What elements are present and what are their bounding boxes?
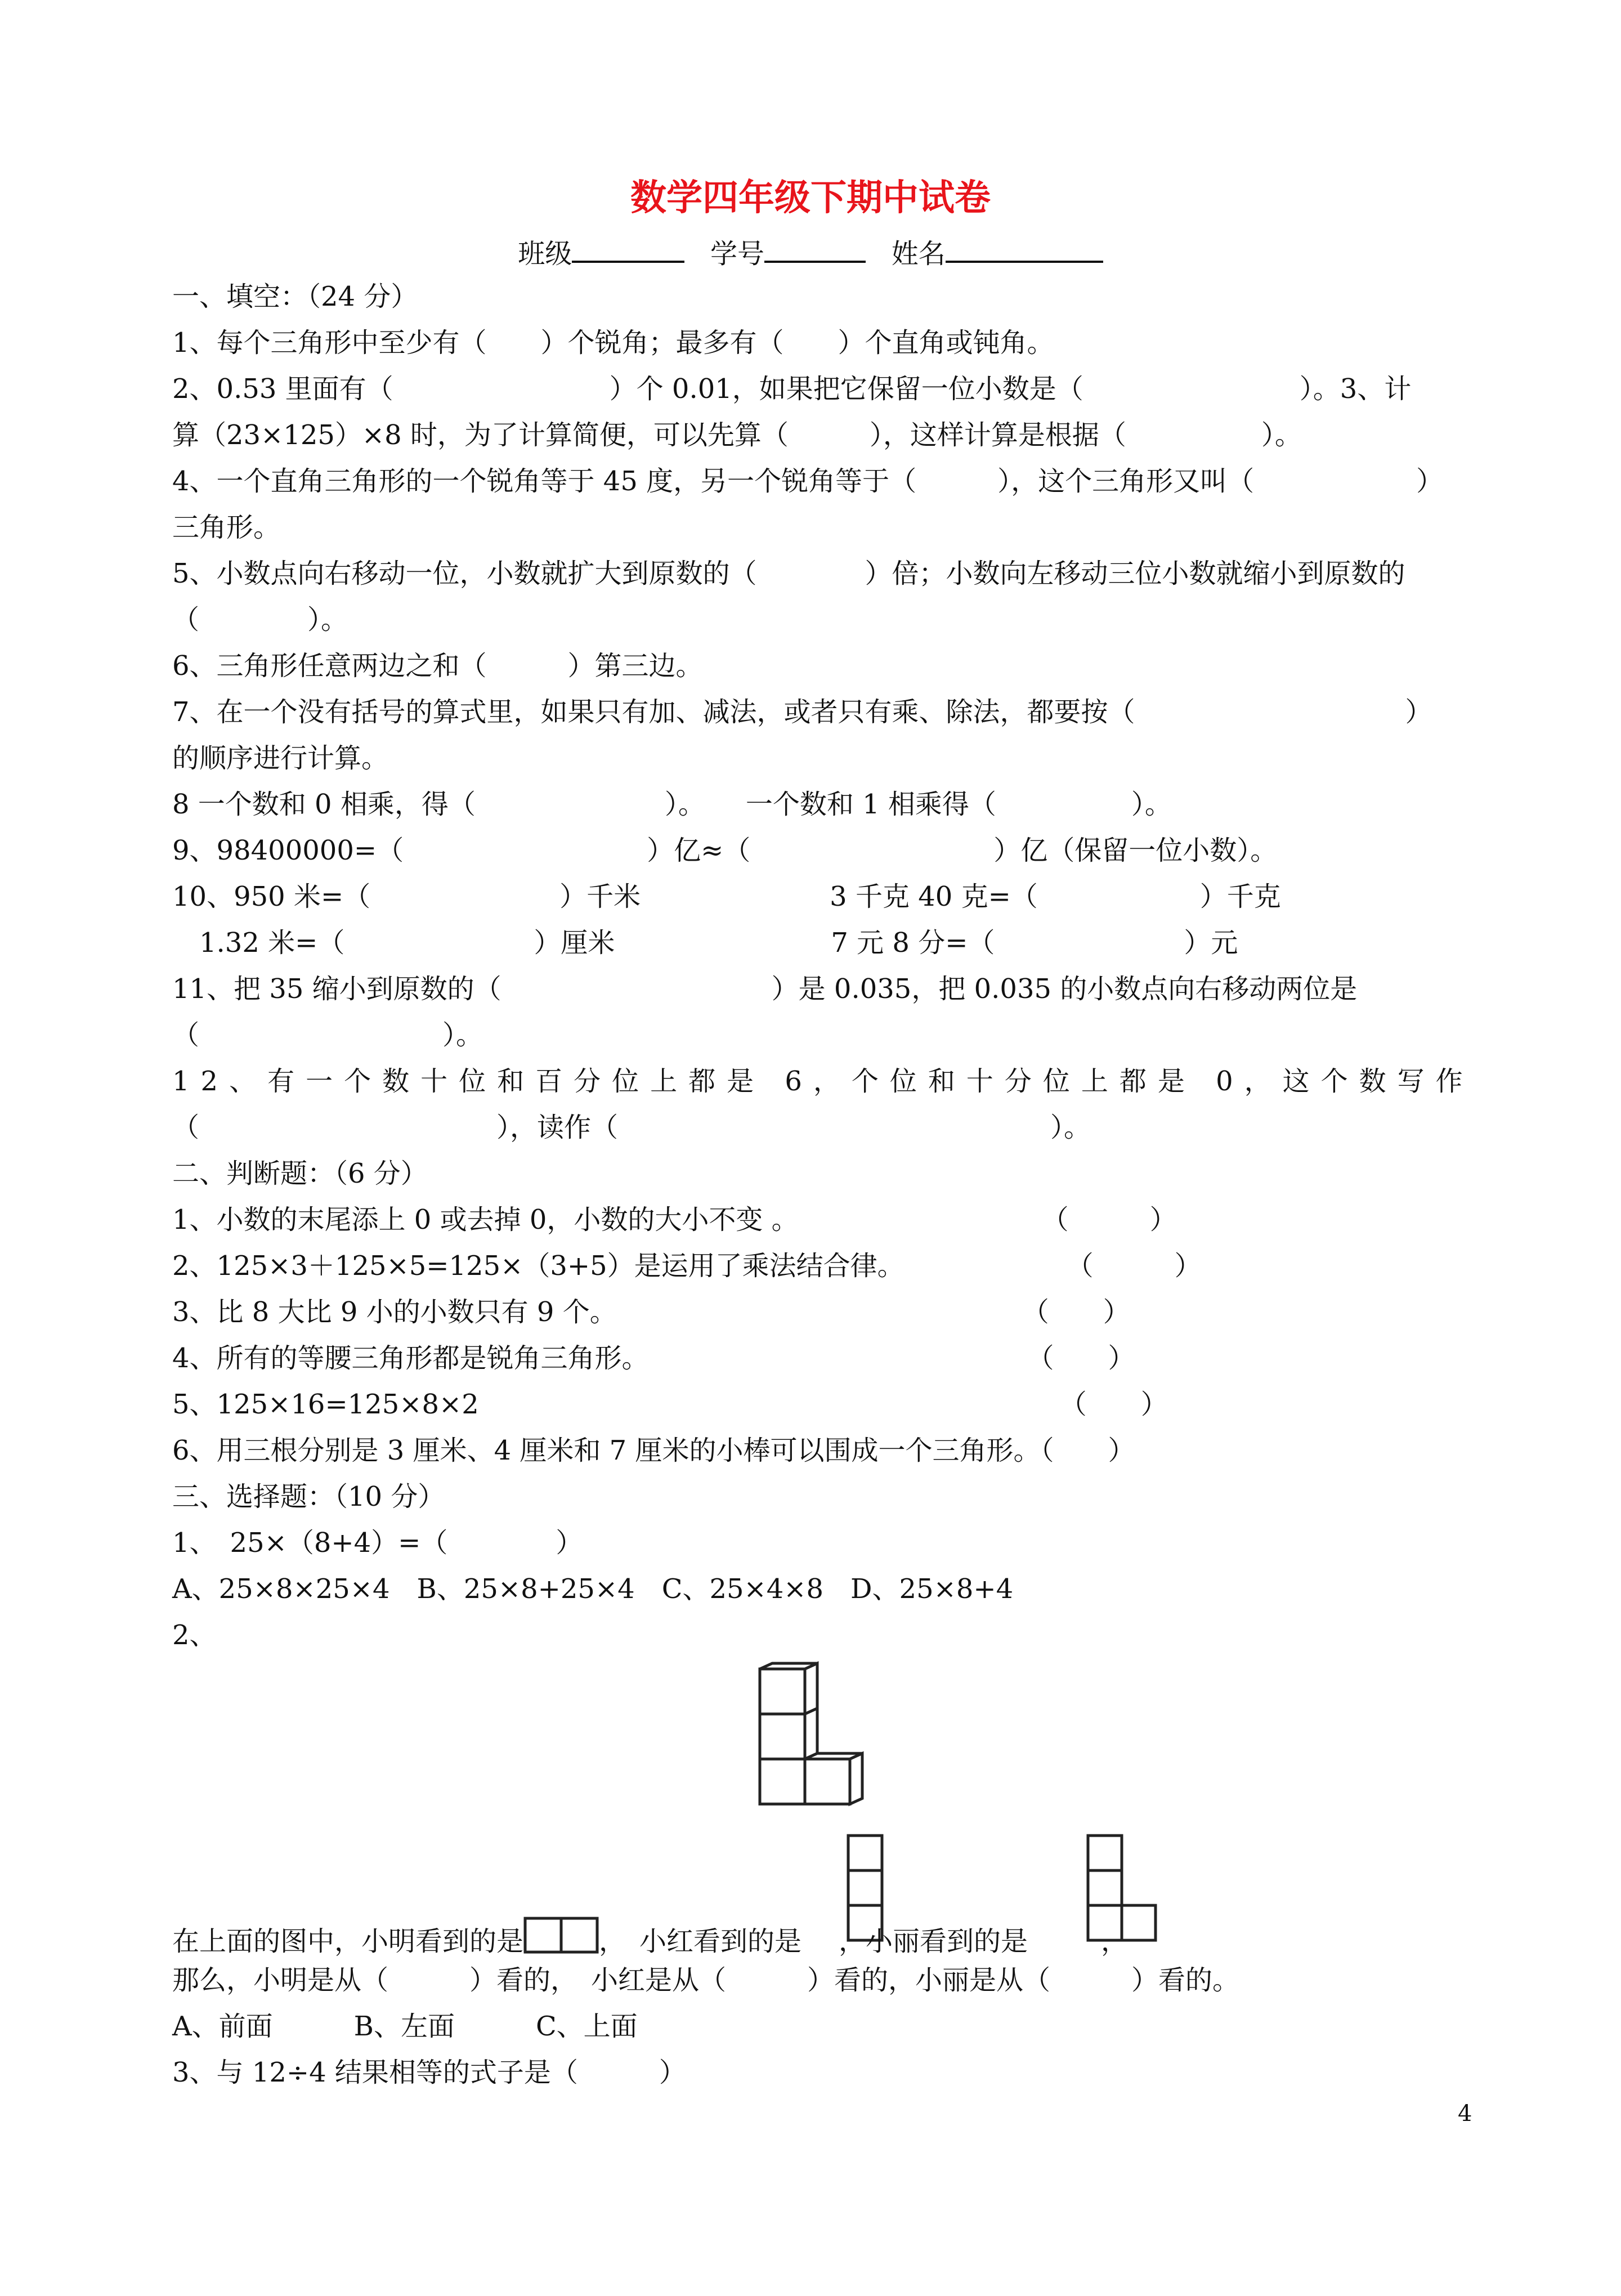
s2-line-4: 4、所有的等腰三角形都是锐角三角形。 （ ）: [172, 1342, 1135, 1374]
s3-q1-options: A、25×8×25×4 B、25×8+25×4 C、25×4×8 D、25×8+4: [172, 1573, 1014, 1605]
page-title: 数学四年级下期中试卷: [630, 177, 991, 219]
s1-line-2: 2、0.53 里面有（ ）个 0.01，如果把它保留一位小数是（ ）。3、计: [172, 373, 1412, 405]
section2-heading: 二、判断题：（6 分）: [172, 1158, 428, 1189]
q2-text-c: ，小丽看到的是: [839, 1926, 1028, 1957]
s1-line-5: 三角形。: [172, 512, 281, 543]
s3-q2-line2: 那么，小明是从（ ）看的， 小红是从（ ）看的，小丽是从（ ）看的。: [172, 1964, 1240, 1996]
s1-line-7: （ ）。: [172, 604, 348, 635]
s1-line-3: 算（23×125）×8 时，为了计算简便，可以先算（ ），这样计算是根据（ ）。: [172, 419, 1302, 451]
s3-q2-options: A、前面 B、左面 C、上面: [172, 2011, 638, 2042]
xiaoming-view-diagram: [523, 1917, 599, 1954]
page-number: 4: [1458, 2101, 1472, 2127]
number-blank[interactable]: [764, 238, 866, 263]
student-info-row: [0, 232, 1621, 271]
s1-line-12: 9、98400000=（ ）亿≈（ ）亿（保留一位小数）。: [172, 835, 1278, 866]
s2-line-2: 2、125×3＋125×5=125×（3+5）是运用了乘法结合律。 （ ）: [172, 1250, 1202, 1282]
s1-line-9: 7、在一个没有括号的算式里，如果只有加、减法，或者只有乘、除法，都要按（ ）: [172, 696, 1432, 728]
s2-line-1: 1、小数的末尾添上 0 或去掉 0，小数的大小不变 。 （ ）: [172, 1204, 1177, 1236]
s1-line-13: 10、950 米=（ ）千米 3 千克 40 克=（ ）千克: [172, 881, 1281, 912]
section1-heading: 一、填空：（24 分）: [172, 281, 418, 312]
s3-q1: 1、 25×（8+4）=（ ）: [172, 1527, 583, 1559]
s1-line-16: （ ）。: [172, 1019, 483, 1051]
s1-line-11: 8 一个数和 0 相乘，得（ ）。 一个数和 1 相乘得（ ）。: [172, 789, 1172, 820]
s1-line-15: 11、把 35 缩小到原数的（ ）是 0.035，把 0.035 的小数点向右移动两位是: [172, 973, 1358, 1005]
s2-line-5: 5、125×16=125×8×2 （ ）: [172, 1389, 1168, 1420]
s1-line-17: 12、有一个数十位和百分位上都是 6，个位和十分位上都是 0，这个数写作: [172, 1066, 1474, 1097]
s2-line-6: 6、用三根分别是 3 厘米、4 厘米和 7 厘米的小棒可以围成一个三角形。（ ）: [172, 1435, 1135, 1466]
s3-q2-line1: [172, 1917, 1478, 1957]
s1-line-1: 1、每个三角形中至少有（ ）个锐角；最多有（ ）个直角或钝角。: [172, 327, 1054, 359]
q2-text-b: ， 小红看到的是: [599, 1926, 802, 1957]
q2-text-d: ，: [1101, 1926, 1129, 1957]
q2-text-a: 在上面的图中，小明看到的是: [172, 1926, 524, 1957]
class-blank[interactable]: [572, 238, 684, 263]
s1-line-4: 4、一个直角三角形的一个锐角等于 45 度，另一个锐角等于（ ），这个三角形又叫（ ）: [172, 466, 1444, 497]
s3-q2-label: 2、: [172, 1619, 217, 1651]
s1-line-10: 的顺序进行计算。: [172, 742, 389, 774]
s2-line-3: 3、比 8 大比 9 小的小数只有 9 个。 （ ）: [172, 1296, 1130, 1328]
s1-line-6: 5、小数点向右移动一位，小数就扩大到原数的（ ）倍；小数向左移动三位小数就缩小到原数的: [172, 558, 1405, 589]
cube-stack-figure: [754, 1663, 889, 1838]
section3-heading: 三、选择题：（10 分）: [172, 1481, 445, 1512]
name-label: 姓名: [891, 238, 946, 270]
s1-line-8: 6、三角形任意两边之和（ ）第三边。: [172, 650, 703, 682]
class-label: 班级: [518, 238, 572, 270]
s1-line-18: （ ），读作（ ）。: [172, 1112, 1091, 1143]
s1-line-14: 1.32 米=（ ）厘米 7 元 8 分=（ ）元: [172, 927, 1238, 959]
number-label: 学号: [710, 238, 764, 270]
name-blank[interactable]: [946, 238, 1103, 263]
s3-q3: 3、与 12÷4 结果相等的式子是（ ）: [172, 2057, 686, 2088]
